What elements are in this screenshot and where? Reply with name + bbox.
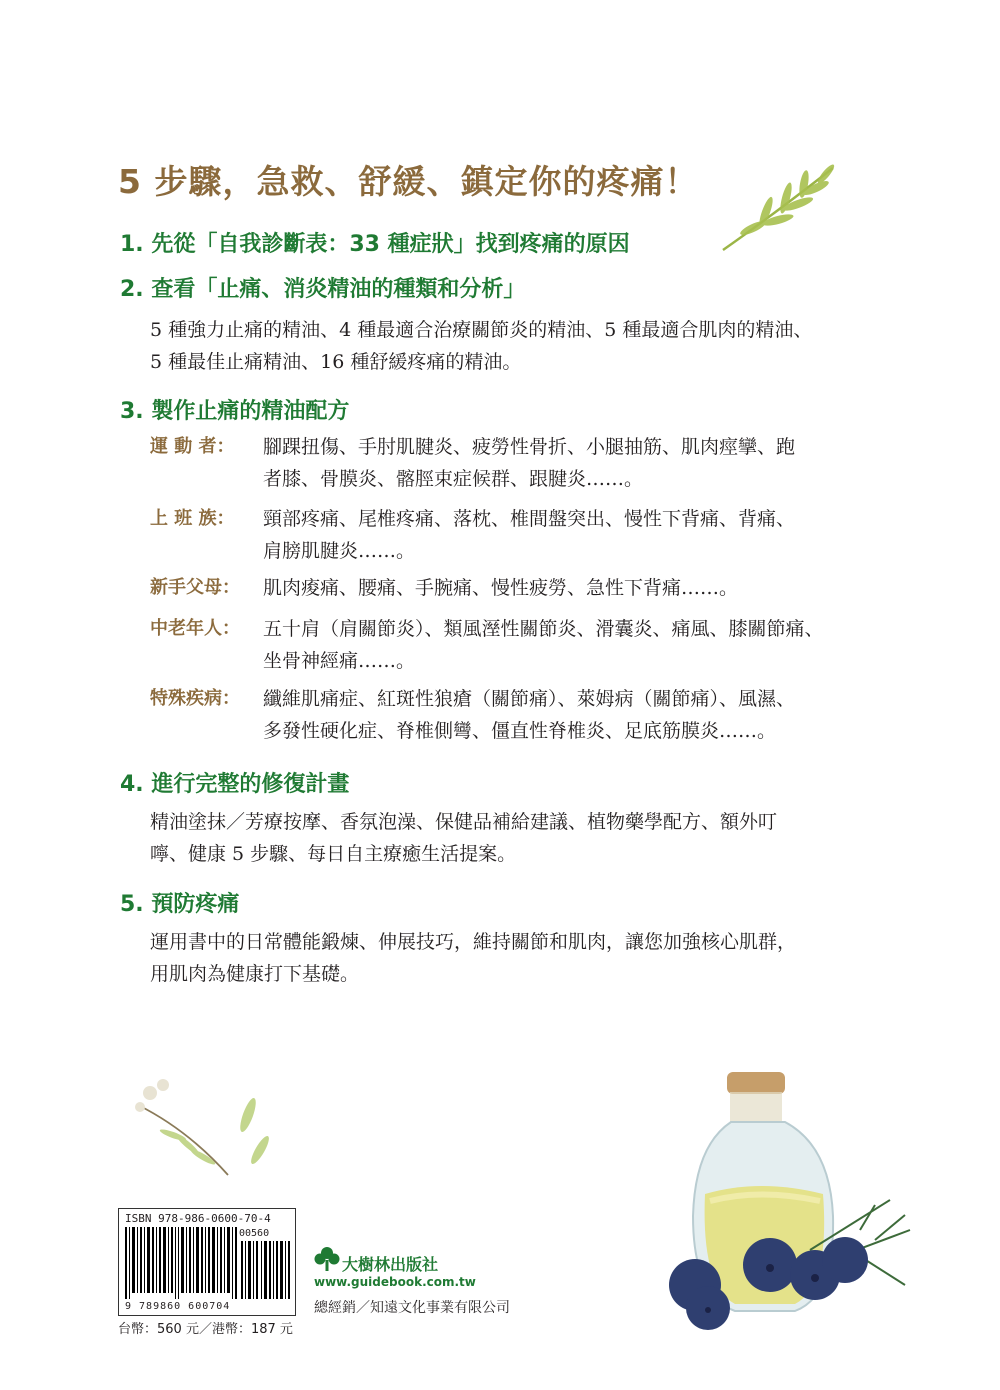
group-label: 特殊疾病： [150,688,240,709]
group-line-1: 頸部疼痛、尾椎疼痛、落枕、椎間盤突出、慢性下背痛、背痛、 [263,508,796,530]
group-text [263,503,890,567]
step-2-line-1: 5 種強力止痛的精油、4 種最適合治療關節炎的精油、5 種最適合肌肉的精油、 [150,319,813,341]
group-line-1: 腳踝扭傷、手肘肌腱炎、疲勞性骨折、小腿抽筋、肌肉痙攣、跑 [263,436,796,458]
step-4-body [150,806,890,870]
step-3-heading: 3. 製作止痛的精油配方 [120,399,350,424]
group-line-2: 坐骨神經痛……。 [263,650,416,672]
step-2-body [150,314,890,378]
step-4-line-2: 嚀、健康 5 步驟、每日自主療癒生活提案。 [150,843,517,865]
group-line-1: 纖維肌痛症、紅斑性狼瘡（關節痛）、萊姆病（關節痛）、風濕、 [263,688,796,710]
group-line-1: 肌肉痠痛、腰痛、手腕痛、慢性疲勞、急性下背痛……。 [263,577,739,599]
group-label: 新手父母： [150,577,240,598]
group-text [263,431,890,495]
group-label: 中老年人： [150,618,240,639]
step-5-line-2: 用肌肉為健康打下基礎。 [150,963,360,985]
addon-bars-icon [241,1241,293,1299]
group-text [263,572,890,604]
page-title: 5 步驟，急救、舒緩、鎮定你的疼痛！ [118,162,699,201]
juniper-berries-icon [660,1190,930,1340]
group-label: 上 班 族： [150,508,235,529]
barcode-bars-icon [125,1227,237,1299]
group-text [263,683,890,747]
publisher-name: 大樹林出版社 [342,1255,439,1274]
step-5-line-1: 運用書中的日常體能鍛煉、伸展技巧，維持關節和肌肉，讓您加強核心肌群， [150,931,797,953]
group-text [263,613,890,677]
group-line-2: 肩膀肌腱炎……。 [263,540,416,562]
step-4-heading: 4. 進行完整的修復計畫 [120,772,350,797]
isbn-text: ISBN 978-986-0600-70-4 [125,1212,271,1225]
step-5-body [150,926,890,990]
step-1-heading: 1. 先從「自我診斷表：33 種症狀」找到疼痛的原因 [120,232,630,257]
step-2-line-2: 5 種最佳止痛精油、16 種舒緩疼痛的精油。 [150,351,522,373]
group-label: 運 動 者： [150,436,235,457]
distributor-text: 總經銷／知遠文化事業有限公司 [314,1300,510,1316]
group-line-2: 者膝、骨膜炎、髂脛束症候群、跟腱炎……。 [263,468,644,490]
rosemary-sprig-icon [718,160,843,255]
publisher-url: www.guidebook.com.tw [314,1275,476,1289]
price-text: 台幣：560 元／港幣：187 元 [118,1322,293,1337]
barcode-digits: 9 789860 600704 [125,1301,231,1312]
barcode-addon: 00560 [239,1228,270,1239]
group-line-1: 五十肩（肩關節炎）、類風溼性關節炎、滑囊炎、痛風、膝關節痛、 [263,618,824,640]
barcode [118,1208,296,1316]
step-4-line-1: 精油塗抹／芳療按摩、香氛泡澡、保健品補給建議、植物藥學配方、額外叮 [150,811,778,833]
tree-logo-icon [314,1246,340,1272]
group-line-2: 多發性硬化症、脊椎側彎、僵直性脊椎炎、足底筋膜炎……。 [263,720,777,742]
step-5-heading: 5. 預防疼痛 [120,892,240,917]
step-2-heading: 2. 查看「止痛、消炎精油的種類和分析」 [120,277,526,302]
tea-tree-branch-icon [128,1075,278,1180]
